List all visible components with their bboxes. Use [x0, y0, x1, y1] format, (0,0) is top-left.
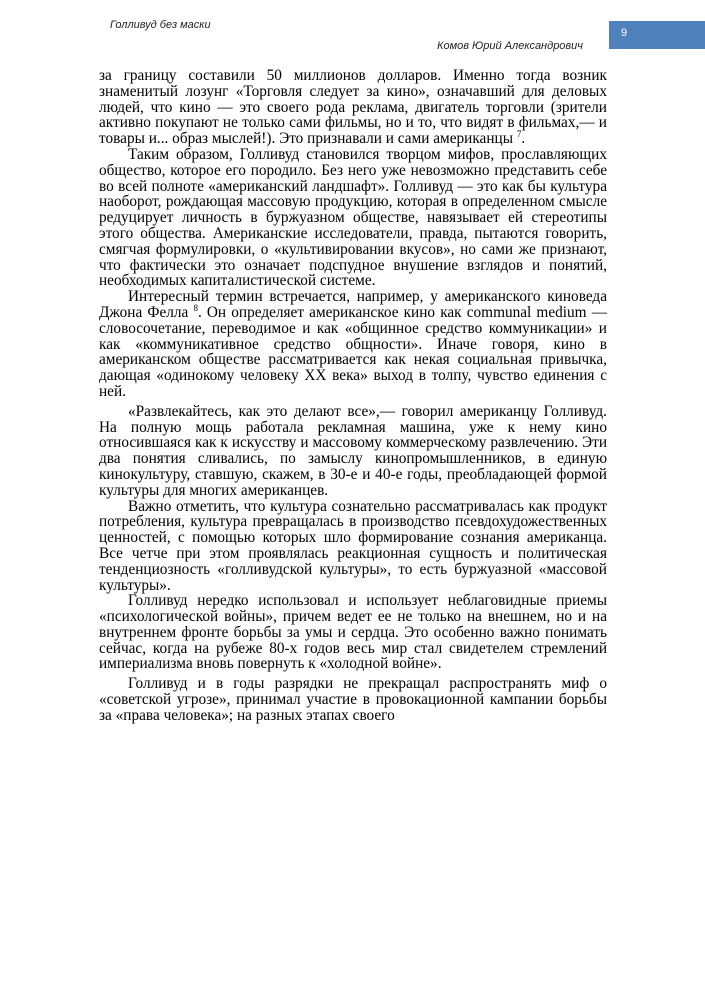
paragraph-6-text: Голливуд нередко использовал и использует неблаговидные приемы «психологической войны», причем ведет ее не только на внешнем, но и на внутреннем фронте борьбы за умы и сердца. Это особенно важно понимать сейчас, когда на рубеже 80-х годов весь мир стал свидетелем стремлений империализма вновь повернуть к «холодной войне». — [99, 592, 607, 673]
paragraph-7-text: Голливуд и в годы разрядки не прекращал распространять миф о «советской угрозе», принимал участие в провокационной кампании борьбы за «права человека»; на разных этапах своего — [99, 675, 607, 724]
paragraph-4 — [99, 404, 607, 499]
paragraph-2-text: Таким образом, Голливуд становился творцом мифов, прославляющих общество, которое его породило. Без него уже невозможно представить себе во всей полноте «американский ландшафт». Голливуд — это как бы культура наоборот, рождающая массовую продукцию, которая в определенном смысле редуцирует личность в буржуазном обществе, навязывает ей стереотипы этого общества. Американские исследователи, правда, пытаются говорить, смягчая формулировки, о «культивировании вкусов», но сами же признают, что фактически это означает подспудное внушение взглядов и понятий, необходимых капиталистической системе. — [99, 145, 607, 290]
paragraph-5 — [99, 499, 607, 594]
paragraph-6 — [99, 593, 607, 672]
paragraph-3 — [99, 289, 607, 400]
header-book-title: Голливуд без маски — [110, 19, 211, 31]
paragraph-7 — [99, 676, 607, 723]
page-number: 9 — [621, 27, 628, 39]
paragraph-3-tail: . Он определяет американское кино как communal medium — словосочетание, переводимое и как «общинное средство коммуникации» и как «коммуникативное средство общности». Иначе говоря, кино в американском обществе рассматривается как некая социальная привычка, дающая «одинокому человеку XX века» выход в толпу, чувство единения с ней. — [99, 303, 607, 400]
footnote-ref-7: 7 — [516, 129, 522, 140]
paragraph-4-text: «Развлекайтесь, как это делают все»,— говорил американцу Голливуд. На полную мощь работала рекламная машина, уже к нему кино относившаяся как к искусству и массовому коммерческому развлечению. Эти два понятия сливались, по замыслу кинопромышленников, в единую кинокультуру, ставшую, скажем, в 30-е и 40-е годы, преобладающей формой культуры для многих американцев. — [99, 402, 607, 499]
header-author: Комов Юрий Александрович — [437, 40, 583, 52]
paragraph-1 — [99, 68, 607, 147]
paragraph-3-text: Интересный термин встречается, например, у американского киноведа Джона Фелла — [99, 288, 607, 321]
paragraph-2 — [99, 147, 607, 289]
page-number-badge — [609, 21, 705, 49]
paragraph-1-text: за границу составили 50 миллионов долларов. Именно тогда возник знаменитый лозунг «Торговля следует за кино», означавший для деловых людей, что кино — это своего рода реклама, двигатель торговли (зрители активно покупают не только сами фильмы, но и то, что видят в фильмах,— и товары и... образ мыслей!). Это признавали и сами американцы — [99, 67, 607, 148]
paragraph-5-text: Важно отметить, что культура сознательно рассматривалась как продукт потребления, культура превращалась в производство псевдохудожественных ценностей, с помощью которых шло формирование сознания американца. Все четче при этом проявлялась реакционная сущность и политическая тенденциозность «голливудской культуры», то есть буржуазной «массовой культуры». — [99, 497, 607, 594]
page-body — [99, 68, 607, 724]
paragraph-1-tail: . — [521, 130, 526, 148]
footnote-ref-8: 8 — [193, 302, 198, 313]
